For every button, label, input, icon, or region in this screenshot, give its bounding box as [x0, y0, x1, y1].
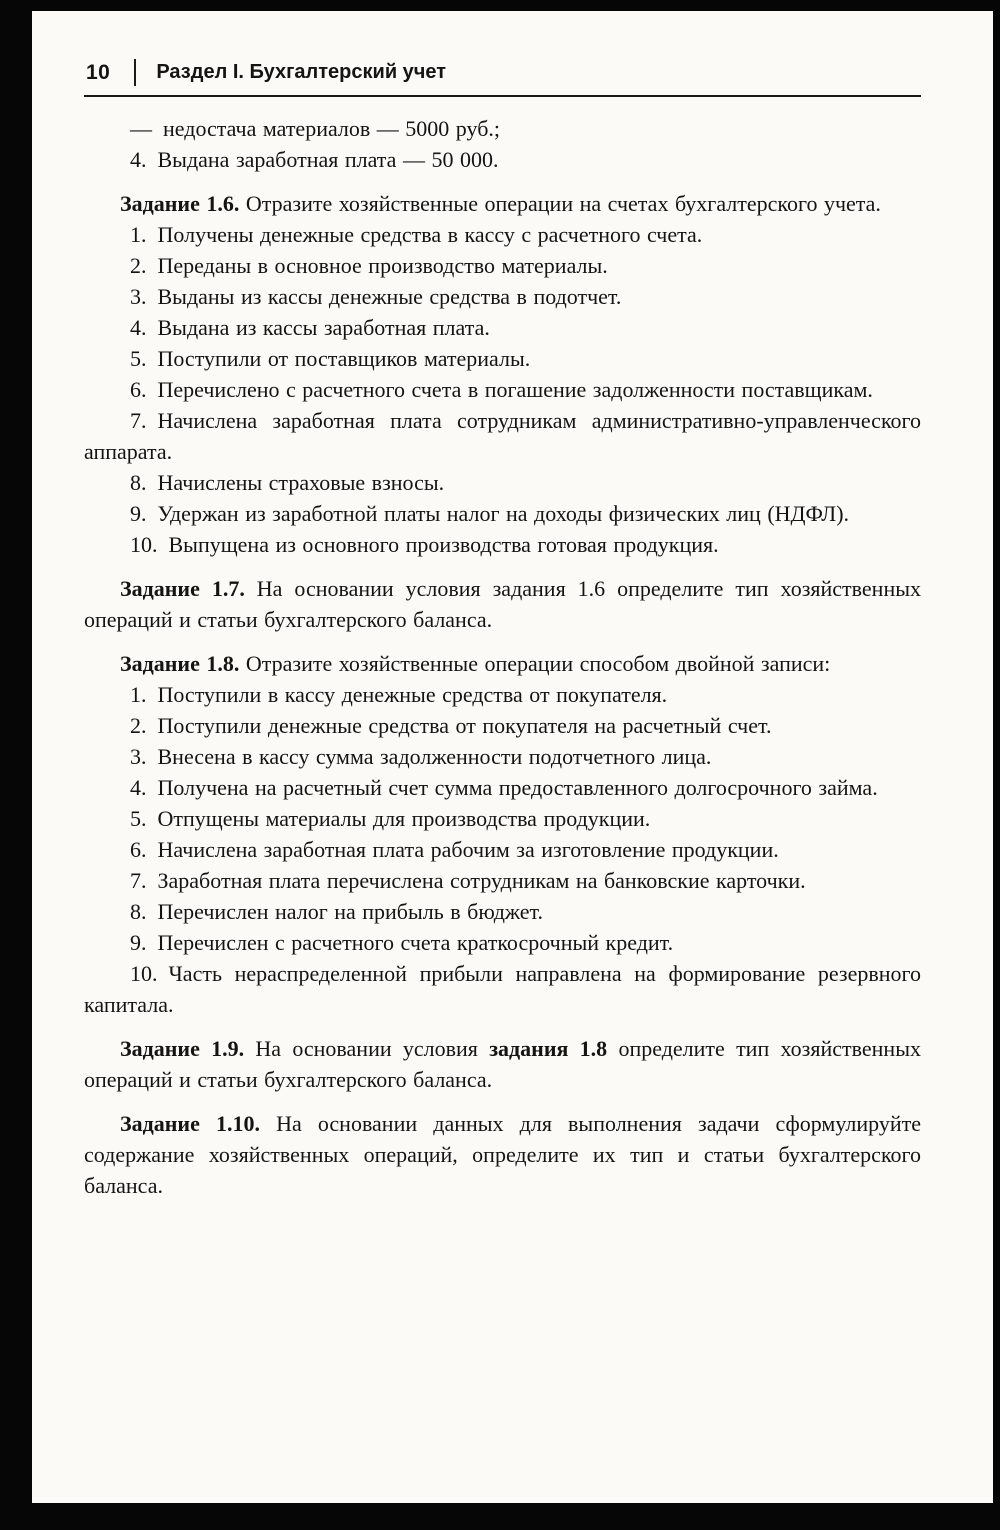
bold-text-run: задания 1.8: [489, 1036, 608, 1061]
list-item-paragraph: [84, 803, 921, 834]
list-item-paragraph: [84, 405, 921, 467]
bold-text-run: Задание 1.7.: [120, 576, 245, 601]
list-item-paragraph: [84, 498, 921, 529]
list-item-paragraph: [84, 896, 921, 927]
page-header: [84, 59, 921, 86]
task-paragraph: [84, 573, 921, 635]
list-item-paragraph: [84, 467, 921, 498]
text-run: 8. Перечислен налог на прибыль в бюджет.: [130, 899, 544, 924]
text-run: 9. Перечислен с расчетного счета краткосрочный кредит.: [130, 930, 674, 955]
text-run: 4. Получена на расчетный счет сумма предоставленного долгосрочного займа.: [130, 775, 878, 800]
text-run: Отразите хозяйственные операции на счетах бухгалтерского учета.: [239, 191, 881, 216]
list-item-paragraph: [84, 144, 921, 175]
page-body: [84, 113, 921, 1201]
task-paragraph: [84, 1108, 921, 1201]
task-paragraph: [84, 648, 921, 679]
bold-text-run: Задание 1.8.: [120, 651, 240, 676]
text-run: Отразите хозяйственные операции способом двойной записи:: [239, 651, 831, 676]
list-item-paragraph: [84, 710, 921, 741]
task-paragraph: [84, 188, 921, 219]
list-item-paragraph: [84, 865, 921, 896]
list-item-paragraph: [84, 113, 921, 144]
text-run: определите тип хозяйственных операций и статьи бухгалтерского баланса.: [84, 1036, 921, 1092]
text-run: 1. Получены денежные средства в кассу с расчетного счета.: [130, 222, 703, 247]
bold-text-run: Задание 1.6.: [120, 191, 240, 216]
list-item-paragraph: [84, 529, 921, 560]
list-item-paragraph: [84, 312, 921, 343]
text-run: 1. Поступили в кассу денежные средства от покупателя.: [130, 682, 668, 707]
text-run: 10. Часть нераспределенной прибыли направлена на формирование резервного капитала.: [84, 961, 921, 1017]
text-run: 2. Поступили денежные средства от покупателя на расчетный счет.: [130, 713, 772, 738]
list-item-paragraph: [84, 927, 921, 958]
list-item-paragraph: [84, 741, 921, 772]
task-paragraph: [84, 1033, 921, 1095]
list-item-paragraph: [84, 772, 921, 803]
text-run: 2. Переданы в основное производство материалы.: [130, 253, 608, 278]
text-run: 10. Выпущена из основного производства готовая продукция.: [130, 532, 719, 557]
text-run: 6. Начислена заработная плата рабочим за изготовление продукции.: [130, 837, 779, 862]
list-item-paragraph: [84, 374, 921, 405]
text-run: На основании данных для выполнения задачи сформулируйте содержание хозяйственных операций, определите их тип и статьи бухгалтерского баланса.: [84, 1111, 922, 1198]
text-run: 8. Начислены страховые взносы.: [130, 470, 445, 495]
list-item-paragraph: [84, 958, 921, 1020]
bold-text-run: Задание 1.9.: [120, 1036, 245, 1061]
page: [32, 11, 993, 1503]
section-title: Раздел I. Бухгалтерский учет: [156, 61, 447, 83]
list-item-paragraph: [84, 679, 921, 710]
list-item-paragraph: [84, 219, 921, 250]
text-run: 4. Выдана заработная плата — 50 000.: [130, 147, 499, 172]
text-run: — недостача материалов — 5000 руб.;: [130, 116, 501, 141]
header-divider: [134, 59, 136, 86]
text-run: На основании условия: [244, 1036, 490, 1061]
text-run: 5. Отпущены материалы для производства продукции.: [130, 806, 651, 831]
list-item-paragraph: [84, 834, 921, 865]
text-run: 6. Перечислено с расчетного счета в погашение задолженности поставщикам.: [130, 377, 873, 402]
list-item-paragraph: [84, 250, 921, 281]
text-run: 5. Поступили от поставщиков материалы.: [130, 346, 531, 371]
text-run: 9. Удержан из заработной платы налог на доходы физических лиц (НДФЛ).: [130, 501, 850, 526]
text-run: 4. Выдана из кассы заработная плата.: [130, 315, 490, 340]
text-run: 7. Заработная плата перечислена сотрудникам на банковские карточки.: [130, 868, 806, 893]
text-run: На основании условия задания 1.6 определите тип хозяйственных операций и статьи бухгалтерского баланса.: [84, 576, 922, 632]
text-run: 3. Выданы из кассы денежные средства в подотчет.: [130, 284, 622, 309]
bold-text-run: Задание 1.10.: [120, 1111, 260, 1136]
page-number: 10: [86, 60, 111, 84]
header-rule: [84, 95, 921, 97]
list-item-paragraph: [84, 281, 921, 312]
text-run: 7. Начислена заработная плата сотрудникам административно-управленческого аппарата.: [84, 408, 921, 464]
text-run: 3. Внесена в кассу сумма задолженности подотчетного лица.: [130, 744, 712, 769]
list-item-paragraph: [84, 343, 921, 374]
